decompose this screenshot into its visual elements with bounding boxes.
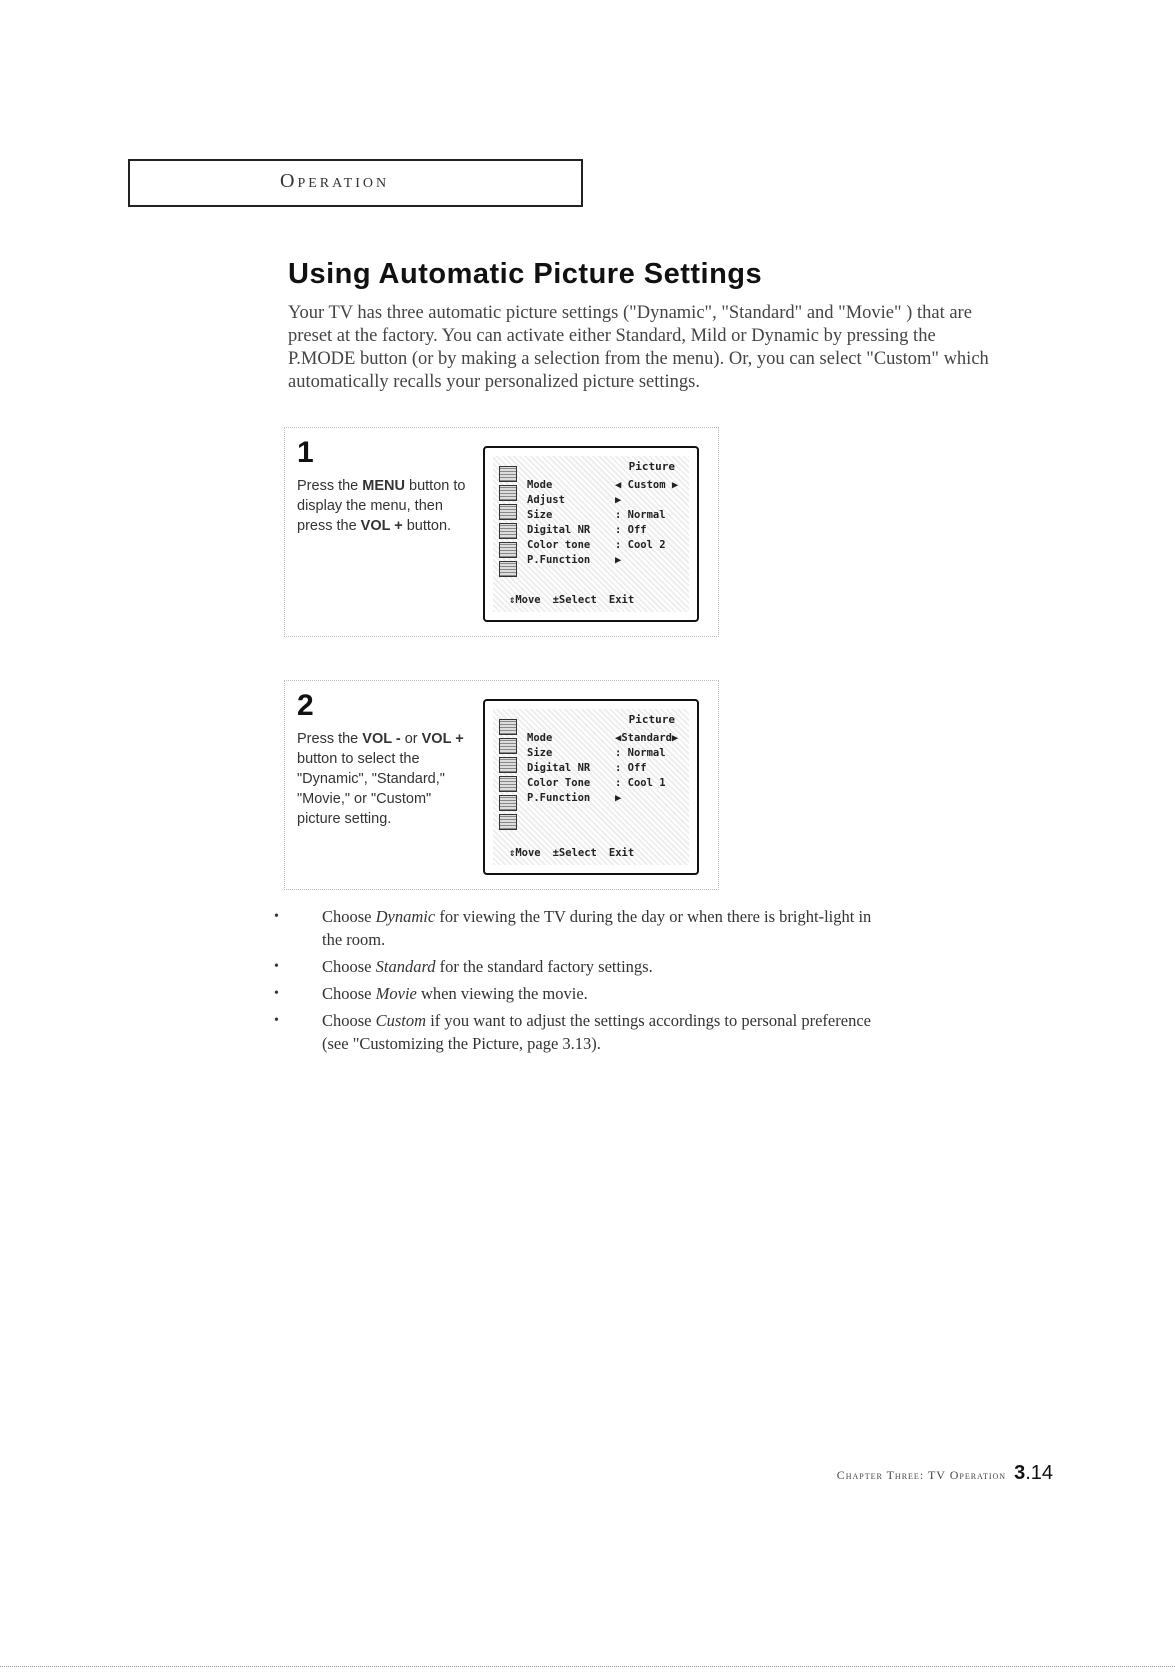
channel-menu-icon: [499, 757, 517, 773]
osd-footer: ⇕Move ±Select Exit: [509, 847, 635, 859]
intro-paragraph: Your TV has three automatic picture settings ("Dynamic", "Standard" and "Movie" ) that are preset at the factory. You can activate either Standard, Mild or Dynamic by pressing the P.MODE button (or by making a selection from the menu). Or, you can select "Custom" which automatically recalls your personalized picture settings.: [288, 303, 989, 392]
list-item: • Choose Dynamic for viewing the TV during the day or when there is bright-light in the room.: [274, 905, 894, 951]
page-title: Using Automatic Picture Settings: [288, 258, 763, 290]
osd-row: Color tone : Cool 2: [527, 539, 666, 551]
list-item: • Choose Movie when viewing the movie.: [274, 982, 894, 1005]
osd-title: Picture: [628, 713, 675, 726]
step-2: [284, 680, 719, 890]
page-footer: [837, 1462, 1053, 1485]
sound-menu-icon: [499, 738, 517, 754]
osd-row: P.Function ▶: [527, 554, 622, 566]
setup-menu-icon: [499, 795, 517, 811]
step-instructions: Press the VOL - or VOL + button to select the "Dynamic", "Standard," "Movie," or "Custom" picture setting.: [297, 731, 464, 827]
osd-icon-column: [499, 719, 517, 833]
section-header-box: [128, 159, 583, 207]
channel-menu-icon: [499, 504, 517, 520]
step-1: [284, 427, 719, 637]
osd-row: Adjust ▶: [527, 494, 622, 506]
pip-menu-icon: [499, 776, 517, 792]
osd-menu-screen: [483, 699, 699, 875]
osd-row: Mode ◀ Custom ▶: [527, 479, 679, 491]
step-number: 1: [297, 436, 314, 469]
osd-row: Color Tone : Cool 1: [527, 777, 666, 789]
function-menu-icon: [499, 561, 517, 577]
bottom-divider: [0, 1666, 1175, 1668]
page-number: 3.14: [1014, 1462, 1053, 1484]
setup-menu-icon: [499, 542, 517, 558]
sound-menu-icon: [499, 485, 517, 501]
list-item: • Choose Standard for the standard factory settings.: [274, 955, 894, 978]
osd-row: P.Function ▶: [527, 792, 622, 804]
step-number: 2: [297, 689, 314, 722]
function-menu-icon: [499, 814, 517, 830]
picture-menu-icon: [499, 719, 517, 735]
bullet-list: [274, 905, 894, 1059]
section-label: Operation: [280, 170, 390, 192]
osd-row: Size : Normal: [527, 747, 666, 759]
pip-menu-icon: [499, 523, 517, 539]
osd-row: Digital NR : Off: [527, 524, 647, 536]
osd-row: Mode ◀Standard▶: [527, 732, 679, 744]
osd-icon-column: [499, 466, 517, 580]
chapter-label: Chapter Three: TV Operation: [836, 1468, 1007, 1482]
step-instructions: Press the MENU button to display the menu, then press the VOL + button.: [297, 478, 466, 534]
osd-title: Picture: [628, 460, 675, 473]
picture-menu-icon: [499, 466, 517, 482]
osd-menu-screen: [483, 446, 699, 622]
osd-footer: ⇕Move ±Select Exit: [509, 594, 635, 606]
osd-row: Digital NR : Off: [527, 762, 647, 774]
osd-row: Size : Normal: [527, 509, 666, 521]
list-item: • Choose Custom if you want to adjust the settings accordings to personal preference (see "Customizing the Picture, page 3.13).: [274, 1009, 894, 1055]
